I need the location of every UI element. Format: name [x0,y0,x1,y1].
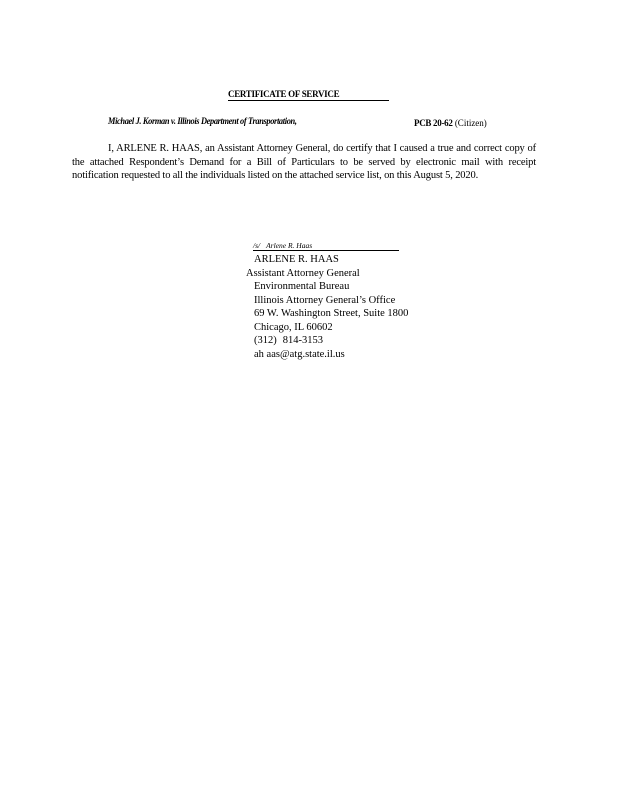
case-number-block [414,118,487,128]
email-address: ah aas@atg.state.il.us [254,348,345,360]
phone-area-code: (312) [254,335,277,346]
signature-name: Arlene R. Haas [266,241,313,250]
case-caption: Michael J. Korman v. Illinois Department of Transportation, [108,117,297,127]
phone-number: 814-3153 [282,335,323,346]
case-type: (Citizen) [454,118,487,128]
phone [246,334,408,348]
certificate-title: CERTIFICATE OF SERVICE [228,89,389,101]
signer-bureau: Environmental Bureau [254,281,350,292]
signer-title: Assistant Attorney General [246,267,360,279]
address-line-1: 69 W. Washington Street, Suite 1800 [254,308,409,319]
signer-name: ARLENE R. HAAS [254,254,339,265]
signature-prefix: /s/ [253,241,261,250]
certification-paragraph: I, ARLENE R. HAAS, an Assistant Attorney General, do certify that I caused a true and correct copy of the attached Respondent’s Demand for a Bill of Particulars to be served by electronic mail with receipt notification requested to all the individuals listed on the attached service list, on this August 5, 2020. [72,143,536,181]
signer-office: Illinois Attorney General’s Office [254,294,396,306]
address-line-2: Chicago, IL 60602 [254,321,333,333]
case-number: PCB 20-62 [414,118,453,128]
signature-block [246,241,408,361]
signature-line [253,241,399,251]
